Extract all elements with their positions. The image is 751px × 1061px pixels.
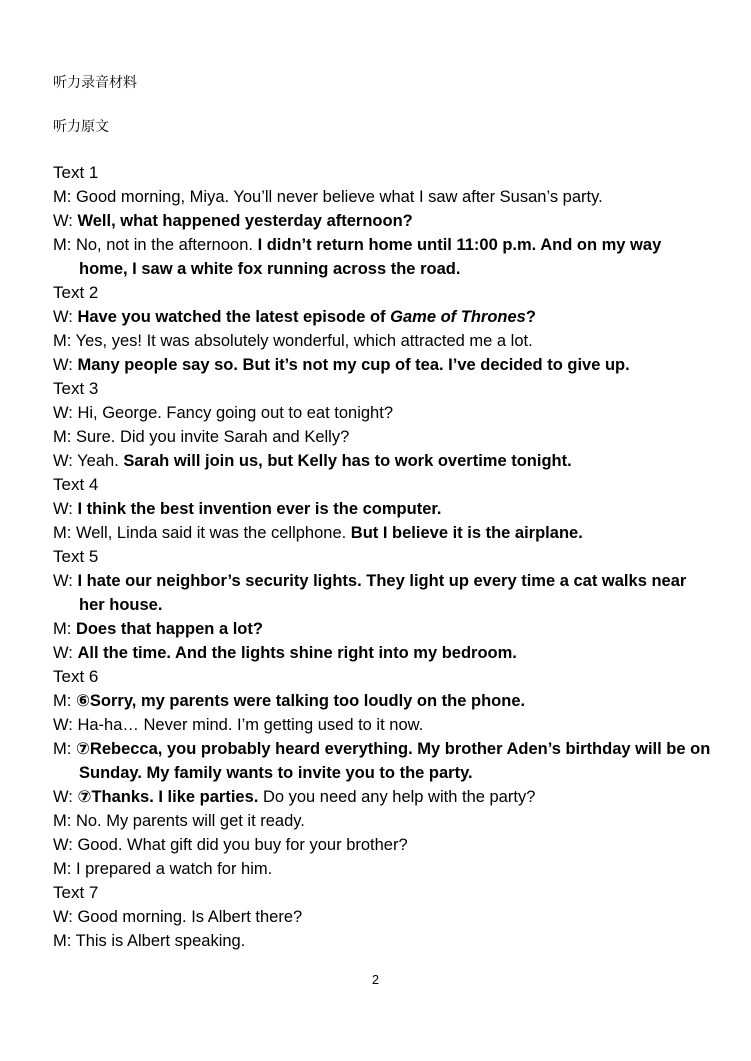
emphasized-text: Many people say so. But it’s not my cup of tea. I’ve decided to give up. bbox=[77, 356, 630, 374]
dialogue-line bbox=[53, 353, 713, 377]
dialogue-line bbox=[53, 905, 713, 929]
dialogue-line bbox=[53, 689, 713, 713]
dialogue-text: No, not in the afternoon. bbox=[75, 236, 258, 254]
speaker-label: M: bbox=[53, 236, 72, 254]
dialogue-line bbox=[53, 833, 713, 857]
dialogue-line bbox=[53, 209, 713, 233]
speaker-label: W: bbox=[53, 500, 73, 518]
emphasized-text: All the time. And the lights shine right into my bedroom. bbox=[77, 644, 517, 662]
italic-title-text: Game of Thrones bbox=[390, 308, 526, 326]
dialogue-text: This is Albert speaking. bbox=[75, 932, 246, 950]
dialogue-line bbox=[53, 185, 713, 209]
dialogue-line bbox=[53, 569, 713, 617]
dialogue-text: Yeah. bbox=[77, 452, 124, 470]
dialogue-text: Well, Linda said it was the cellphone. bbox=[75, 524, 351, 542]
speaker-label: W: bbox=[53, 788, 73, 806]
dialogue-line bbox=[53, 497, 713, 521]
speaker-label: W: bbox=[53, 908, 73, 926]
speaker-label: W: bbox=[53, 452, 73, 470]
section-title: Text 4 bbox=[53, 475, 99, 494]
emphasized-text: I didn’t return home until 11:00 p.m. And on my way home, I saw a white fox running across the road. bbox=[79, 236, 662, 278]
dialogue-line bbox=[53, 329, 713, 353]
emphasized-text: ⑥Sorry, my parents were talking too loudly on the phone. bbox=[75, 692, 526, 710]
dialogue-text: Hi, George. Fancy going out to eat tonight? bbox=[77, 404, 393, 422]
dialogue-text: Good morning, Miya. You’ll never believe what I saw after Susan’s party. bbox=[75, 188, 603, 206]
dialogue-line bbox=[53, 617, 713, 641]
dialogue-line bbox=[53, 785, 713, 809]
emphasized-text: ⑦Thanks. I like parties. bbox=[77, 788, 263, 806]
emphasized-text: ⑦Rebecca, you probably heard everything. My brother Aden’s birthday will be on Sunday. My family wants to invite you to the party. bbox=[75, 740, 711, 782]
dialogue-line bbox=[53, 449, 713, 473]
emphasized-text: Have you watched the latest episode of bbox=[77, 308, 391, 326]
document-subtitle: 听力原文 bbox=[53, 119, 109, 135]
emphasized-text: ? bbox=[525, 308, 536, 326]
dialogue-text: Good morning. Is Albert there? bbox=[77, 908, 303, 926]
emphasized-text: I hate our neighbor’s security lights. They light up every time a cat walks near her house. bbox=[77, 572, 687, 614]
speaker-label: W: bbox=[53, 308, 73, 326]
dialogue-line bbox=[53, 401, 713, 425]
speaker-label: M: bbox=[53, 860, 72, 878]
speaker-label: M: bbox=[53, 812, 72, 830]
dialogue-text: I prepared a watch for him. bbox=[75, 860, 273, 878]
section-title: Text 3 bbox=[53, 379, 99, 398]
speaker-label: M: bbox=[53, 188, 72, 206]
dialogue-text: Ha-ha… Never mind. I’m getting used to it now. bbox=[77, 716, 424, 734]
speaker-label: W: bbox=[53, 644, 73, 662]
speaker-label: W: bbox=[53, 836, 73, 854]
speaker-label: M: bbox=[53, 332, 72, 350]
speaker-label: W: bbox=[53, 572, 73, 590]
dialogue-line bbox=[53, 521, 713, 545]
emphasized-text: Sarah will join us, but Kelly has to work overtime tonight. bbox=[123, 452, 572, 470]
dialogue-text: Good. What gift did you buy for your brother? bbox=[77, 836, 408, 854]
dialogue-line bbox=[53, 857, 713, 881]
section-title: Text 7 bbox=[53, 883, 99, 902]
dialogue-line bbox=[53, 425, 713, 449]
section-title: Text 1 bbox=[53, 163, 99, 182]
section-title: Text 5 bbox=[53, 547, 99, 566]
section-title: Text 6 bbox=[53, 667, 99, 686]
dialogue-line bbox=[53, 305, 713, 329]
page-number: 2 bbox=[371, 972, 380, 987]
document-title: 听力录音材料 bbox=[53, 75, 137, 91]
emphasized-text: Does that happen a lot? bbox=[75, 620, 263, 638]
dialogue-line bbox=[53, 713, 713, 737]
dialogue-text: Do you need any help with the party? bbox=[262, 788, 536, 806]
section-title: Text 2 bbox=[53, 283, 99, 302]
dialogue-line bbox=[53, 929, 713, 953]
speaker-label: M: bbox=[53, 692, 72, 710]
speaker-label: M: bbox=[53, 740, 72, 758]
speaker-label: M: bbox=[53, 932, 72, 950]
speaker-label: W: bbox=[53, 356, 73, 374]
dialogue-line bbox=[53, 233, 713, 281]
speaker-label: W: bbox=[53, 404, 73, 422]
speaker-label: M: bbox=[53, 428, 72, 446]
emphasized-text: Well, what happened yesterday afternoon? bbox=[77, 212, 413, 230]
speaker-label: W: bbox=[53, 716, 73, 734]
dialogue-line bbox=[53, 809, 713, 833]
dialogue-text: Sure. Did you invite Sarah and Kelly? bbox=[75, 428, 350, 446]
emphasized-text: But I believe it is the airplane. bbox=[350, 524, 583, 542]
dialogue-text: No. My parents will get it ready. bbox=[75, 812, 305, 830]
dialogue-line bbox=[53, 641, 713, 665]
emphasized-text: I think the best invention ever is the computer. bbox=[77, 500, 442, 518]
dialogue-line bbox=[53, 737, 713, 785]
transcript-body bbox=[53, 161, 713, 953]
dialogue-text: Yes, yes! It was absolutely wonderful, which attracted me a lot. bbox=[75, 332, 533, 350]
speaker-label: M: bbox=[53, 524, 72, 542]
speaker-label: M: bbox=[53, 620, 72, 638]
speaker-label: W: bbox=[53, 212, 73, 230]
